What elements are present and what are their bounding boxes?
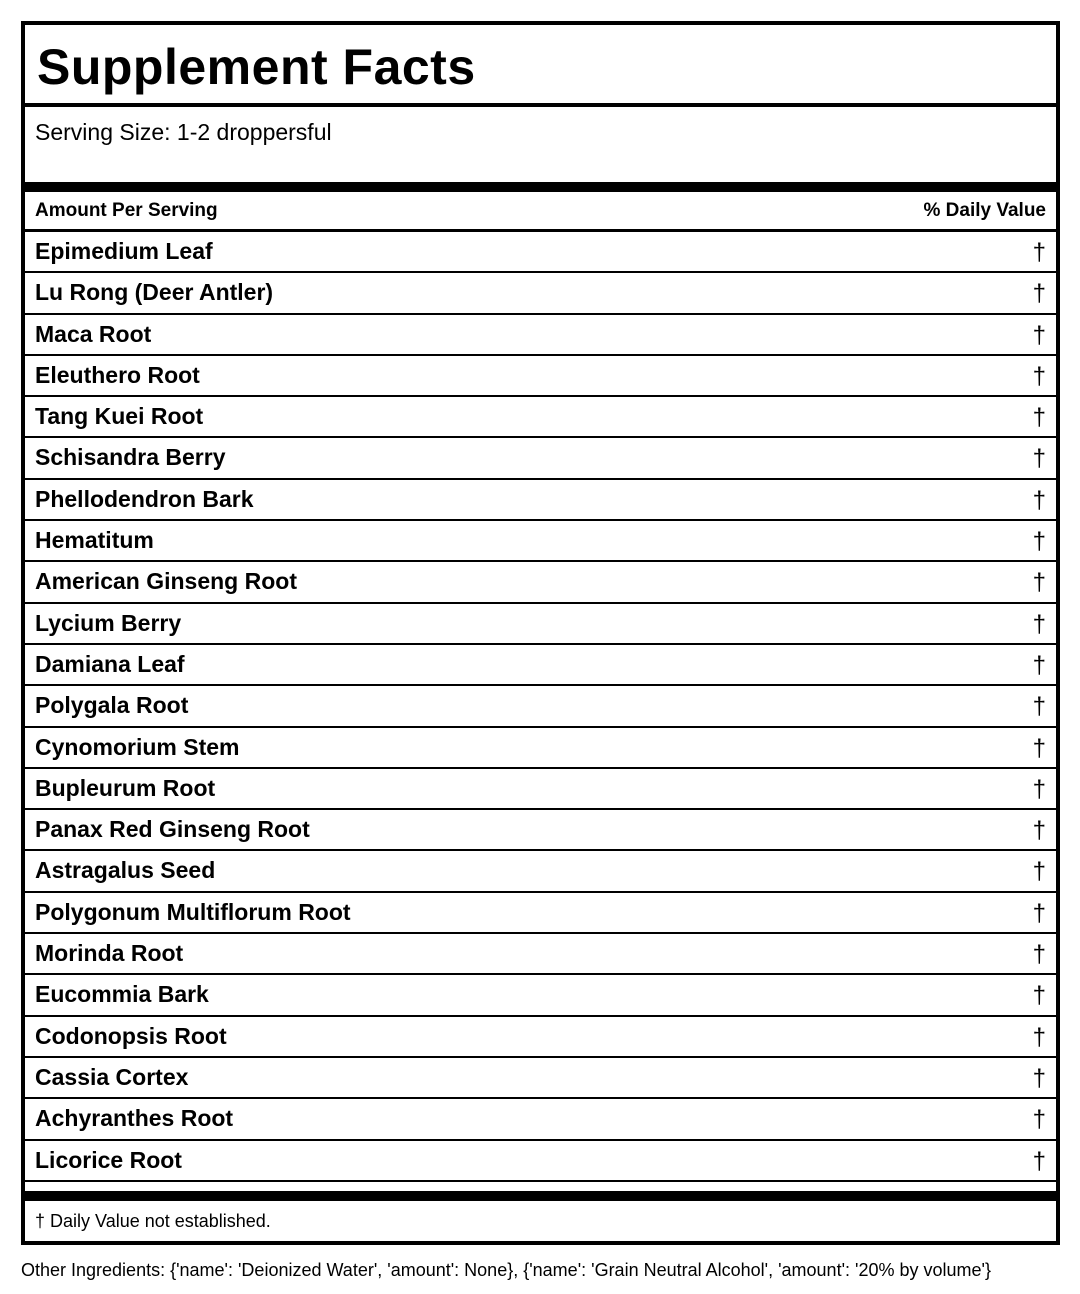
ingredient-daily-value: † bbox=[1032, 899, 1046, 927]
ingredient-row bbox=[25, 604, 1056, 645]
ingredient-name: Morinda Root bbox=[35, 940, 184, 967]
ingredient-name: Schisandra Berry bbox=[35, 444, 226, 471]
ingredient-name: Achyranthes Root bbox=[35, 1105, 234, 1132]
ingredient-daily-value: † bbox=[1032, 362, 1046, 390]
ingredient-row bbox=[25, 893, 1056, 934]
ingredient-daily-value: † bbox=[1032, 321, 1046, 349]
ingredient-name: Cynomorium Stem bbox=[35, 733, 240, 760]
ingredient-name: Hematitum bbox=[35, 527, 154, 554]
supplement-facts-panel bbox=[21, 21, 1060, 1245]
ingredient-row bbox=[25, 1058, 1056, 1099]
ingredient-daily-value: † bbox=[1032, 775, 1046, 803]
ingredient-row bbox=[25, 645, 1056, 686]
ingredient-name: Phellodendron Bark bbox=[35, 485, 254, 512]
ingredient-row bbox=[25, 480, 1056, 521]
ingredient-name: American Ginseng Root bbox=[35, 568, 297, 595]
ingredient-daily-value: † bbox=[1032, 858, 1046, 886]
ingredient-name: Eleuthero Root bbox=[35, 361, 200, 388]
ingredient-row bbox=[25, 810, 1056, 851]
footnote: † Daily Value not established. bbox=[35, 1211, 271, 1231]
ingredient-name: Polygonum Multiflorum Root bbox=[35, 898, 351, 925]
ingredient-daily-value: † bbox=[1032, 1106, 1046, 1134]
ingredient-row bbox=[25, 851, 1056, 892]
ingredient-name: Polygala Root bbox=[35, 692, 189, 719]
ingredient-row bbox=[25, 1141, 1056, 1182]
ingredient-name: Licorice Root bbox=[35, 1146, 182, 1173]
ingredient-row bbox=[25, 686, 1056, 727]
ingredient-daily-value: † bbox=[1032, 1023, 1046, 1051]
ingredient-name: Tang Kuei Root bbox=[35, 403, 204, 430]
ingredient-row bbox=[25, 315, 1056, 356]
column-header-row bbox=[25, 192, 1056, 229]
ingredient-row bbox=[25, 934, 1056, 975]
ingredient-row bbox=[25, 1099, 1056, 1140]
ingredient-daily-value: † bbox=[1032, 445, 1046, 473]
ingredient-name: Maca Root bbox=[35, 320, 152, 347]
other-ingredients: Other Ingredients: {'name': 'Deionized Water', 'amount': None}, {'name': 'Grain Neutral Alcohol', 'amount': '20% by volume'} bbox=[21, 1260, 991, 1280]
ingredient-daily-value: † bbox=[1032, 569, 1046, 597]
ingredient-daily-value: † bbox=[1032, 651, 1046, 679]
ingredient-daily-value: † bbox=[1032, 239, 1046, 266]
ingredient-daily-value: † bbox=[1032, 817, 1046, 845]
ingredient-name: Lu Rong (Deer Antler) bbox=[35, 279, 274, 306]
ingredient-daily-value: † bbox=[1032, 734, 1046, 762]
ingredient-name: Codonopsis Root bbox=[35, 1022, 227, 1049]
ingredient-name: Panax Red Ginseng Root bbox=[35, 816, 310, 843]
ingredient-name: Epimedium Leaf bbox=[35, 238, 213, 264]
title-divider bbox=[25, 103, 1056, 107]
thick-divider-top bbox=[25, 182, 1056, 192]
ingredient-row bbox=[25, 1017, 1056, 1058]
ingredient-row bbox=[25, 438, 1056, 479]
ingredient-row bbox=[25, 562, 1056, 603]
ingredient-daily-value: † bbox=[1032, 693, 1046, 721]
serving-size: Serving Size: 1-2 droppersful bbox=[35, 119, 332, 145]
ingredient-daily-value: † bbox=[1032, 404, 1046, 432]
ingredient-daily-value: † bbox=[1032, 486, 1046, 514]
ingredient-row bbox=[25, 769, 1056, 810]
ingredient-row bbox=[25, 728, 1056, 769]
ingredient-daily-value: † bbox=[1032, 1064, 1046, 1092]
ingredient-row bbox=[25, 273, 1056, 314]
ingredient-row bbox=[25, 232, 1056, 273]
ingredient-list bbox=[25, 232, 1056, 1182]
ingredient-daily-value: † bbox=[1032, 280, 1046, 308]
ingredient-daily-value: † bbox=[1032, 528, 1046, 556]
ingredient-daily-value: † bbox=[1032, 1147, 1046, 1175]
ingredient-name: Lycium Berry bbox=[35, 609, 182, 636]
ingredient-name: Cassia Cortex bbox=[35, 1063, 189, 1090]
ingredient-daily-value: † bbox=[1032, 982, 1046, 1010]
amount-per-serving-header: Amount Per Serving bbox=[35, 200, 218, 221]
ingredient-row bbox=[25, 397, 1056, 438]
ingredient-row bbox=[25, 521, 1056, 562]
thick-divider-bottom bbox=[25, 1191, 1056, 1201]
daily-value-header: % Daily Value bbox=[923, 200, 1046, 221]
ingredient-daily-value: † bbox=[1032, 610, 1046, 638]
ingredient-name: Bupleurum Root bbox=[35, 774, 216, 801]
ingredient-name: Eucommia Bark bbox=[35, 981, 209, 1008]
ingredient-row bbox=[25, 975, 1056, 1016]
ingredient-name: Astragalus Seed bbox=[35, 857, 216, 884]
ingredient-daily-value: † bbox=[1032, 941, 1046, 969]
ingredient-row bbox=[25, 356, 1056, 397]
ingredient-name: Damiana Leaf bbox=[35, 650, 185, 677]
panel-title: Supplement Facts bbox=[37, 39, 476, 95]
